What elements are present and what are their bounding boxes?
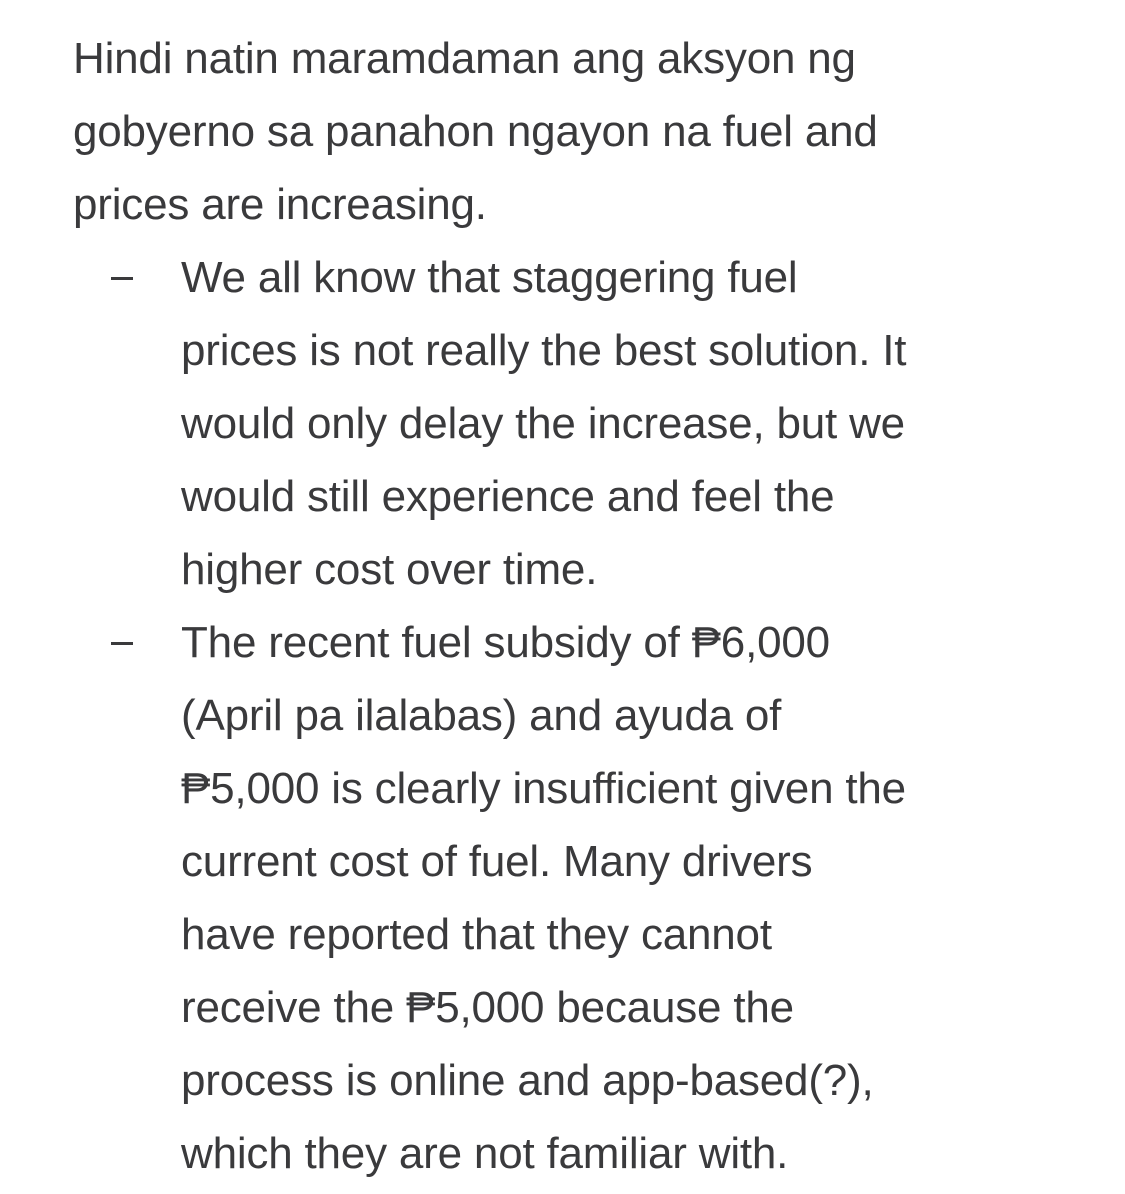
bullet-item-1 [181, 241, 1083, 606]
bullet-line: would only delay the increase, but we [181, 399, 905, 448]
intro-line: gobyerno sa panahon ngayon na fuel and [73, 107, 878, 156]
intro-paragraph [73, 22, 1083, 241]
bullet-line: have reported that they cannot [181, 910, 772, 959]
bullet-line: would still experience and feel the [181, 472, 835, 521]
note-body [73, 22, 1083, 1190]
dash-bullet-icon [111, 241, 141, 314]
bullet-line: ₱5,000 is clearly insufficient given the [181, 764, 906, 813]
bullet-line: process is online and app-based(?), [181, 1056, 874, 1105]
intro-line: Hindi natin maramdaman ang aksyon ng [73, 34, 856, 83]
bullet-line: (April pa ilalabas) and ayuda of [181, 691, 782, 740]
bullet-line: receive the ₱5,000 because the [181, 983, 794, 1032]
intro-line: prices are increasing. [73, 180, 487, 229]
bullet-item-2 [181, 606, 1083, 1190]
bullet-line: The recent fuel subsidy of ₱6,000 [181, 618, 830, 667]
bullet-line: We all know that staggering fuel [181, 253, 798, 302]
bullet-line: higher cost over time. [181, 545, 598, 594]
bullet-line: which they are not familiar with. [181, 1129, 789, 1178]
dash-bullet-icon [111, 606, 141, 679]
bullet-line: prices is not really the best solution. It [181, 326, 907, 375]
bullet-line: current cost of fuel. Many drivers [181, 837, 813, 886]
